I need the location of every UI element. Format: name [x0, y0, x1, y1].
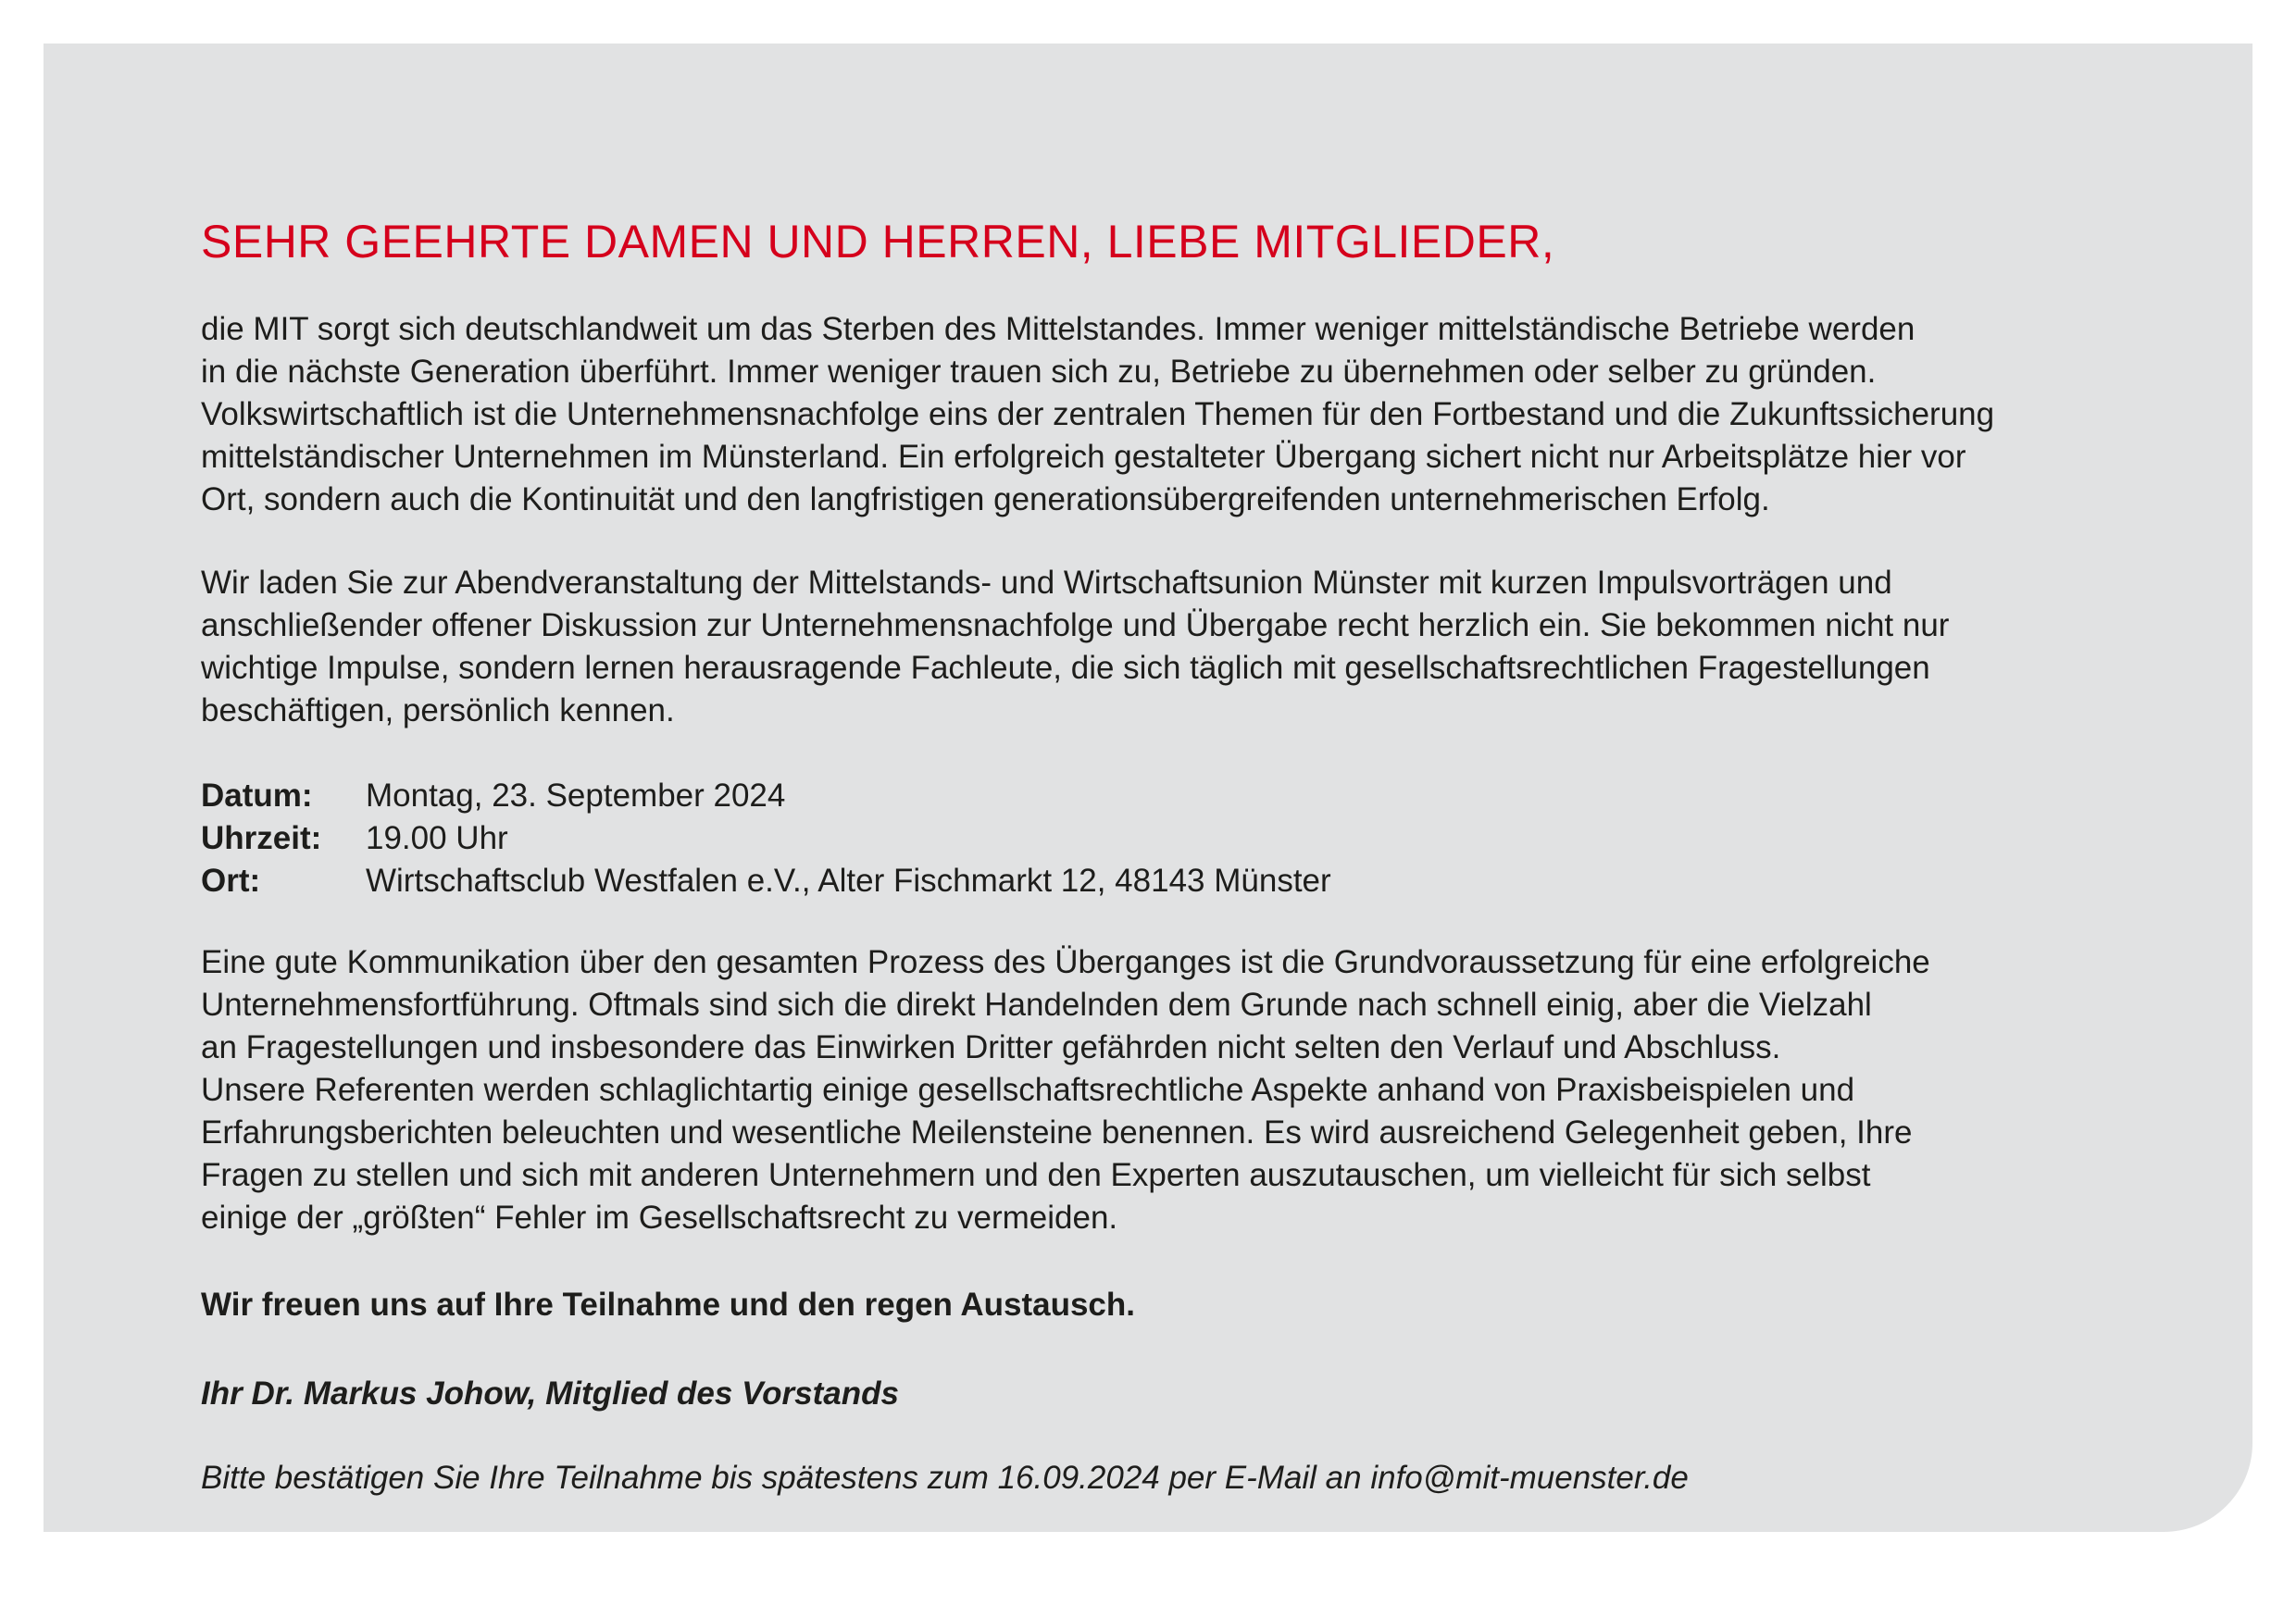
event-date-row: [201, 775, 1331, 817]
body-line: Unsere Referenten werden schlaglichtartig einige gesellschaftsrechtliche Aspekte anhand von Praxisbeispielen und: [201, 1072, 1855, 1108]
event-date-value: Montag, 23. September 2024: [366, 778, 786, 814]
body-line: Fragen zu stellen und sich mit anderen Unternehmern und den Experten auszutauschen, um vielleicht für sich selbst: [201, 1157, 1871, 1193]
intro-line: die MIT sorgt sich deutschlandweit um das Sterben des Mittelstandes. Immer weniger mittelständische Betriebe werden: [201, 311, 1915, 347]
invitation-paragraph: [201, 562, 1949, 732]
event-time-value: 19.00 Uhr: [366, 820, 508, 856]
letter-panel: [44, 44, 2252, 1532]
event-time-label: Uhrzeit:: [201, 820, 322, 856]
event-date-label: Datum:: [201, 778, 313, 814]
rsvp-note: Bitte bestätigen Sie Ihre Teilnahme bis spätestens zum 16.09.2024 per E-Mail an info@mit-muenster.de: [201, 1460, 1689, 1496]
body-line: an Fragestellungen und insbesondere das Einwirken Dritter gefährden nicht selten den Verlauf und Abschluss.: [201, 1029, 1781, 1065]
intro-line: Ort, sondern auch die Kontinuität und den langfristigen generationsübergreifenden unternehmerischen Erfolg.: [201, 481, 1770, 517]
event-location-value: Wirtschaftsclub Westfalen e.V., Alter Fischmarkt 12, 48143 Münster: [366, 863, 1331, 899]
body-line: Unternehmensfortführung. Oftmals sind sich die direkt Handelnden dem Grunde nach schnell einig, aber die Vielzahl: [201, 987, 1872, 1023]
invitation-line: beschäftigen, persönlich kennen.: [201, 692, 675, 728]
event-time-row: [201, 817, 1331, 860]
invitation-line: wichtige Impulse, sondern lernen herausragende Fachleute, die sich täglich mit gesellschaftsrechtlichen Fragestellungen: [201, 650, 1930, 686]
body-line: Erfahrungsberichten beleuchten und wesentliche Meilensteine benennen. Es wird ausreichend Gelegenheit geben, Ihre: [201, 1114, 1913, 1151]
intro-line: Volkswirtschaftlich ist die Unternehmensnachfolge eins der zentralen Themen für den Fortbestand und die Zukunftssicherung: [201, 396, 1995, 432]
event-location-row: [201, 860, 1331, 902]
intro-paragraph: [201, 308, 1994, 521]
body-line: Eine gute Kommunikation über den gesamten Prozess des Überganges ist die Grundvoraussetzung für eine erfolgreiche: [201, 944, 1930, 980]
body-paragraph: [201, 941, 1930, 1239]
intro-line: mittelständischer Unternehmen im Münsterland. Ein erfolgreich gestalteter Übergang sichert nicht nur Arbeitsplätze hier vor: [201, 439, 1966, 475]
signature: Ihr Dr. Markus Johow, Mitglied des Vorstands: [201, 1375, 899, 1412]
salutation-headline: SEHR GEEHRTE DAMEN UND HERREN, LIEBE MITGLIEDER,: [201, 216, 1555, 268]
closing-sentence: Wir freuen uns auf Ihre Teilnahme und den regen Austausch.: [201, 1287, 1136, 1323]
event-location-label: Ort:: [201, 863, 261, 899]
invitation-line: Wir laden Sie zur Abendveranstaltung der Mittelstands- und Wirtschaftsunion Münster mit kurzen Impulsvorträgen und: [201, 565, 1892, 601]
body-line: einige der „größten“ Fehler im Gesellschaftsrecht zu vermeiden.: [201, 1200, 1118, 1236]
intro-line: in die nächste Generation überführt. Immer weniger trauen sich zu, Betriebe zu übernehmen oder selber zu gründen.: [201, 354, 1877, 390]
invitation-line: anschließender offener Diskussion zur Unternehmensnachfolge und Übergabe recht herzlich ein. Sie bekommen nicht nur: [201, 607, 1950, 643]
event-details: [201, 775, 1331, 902]
